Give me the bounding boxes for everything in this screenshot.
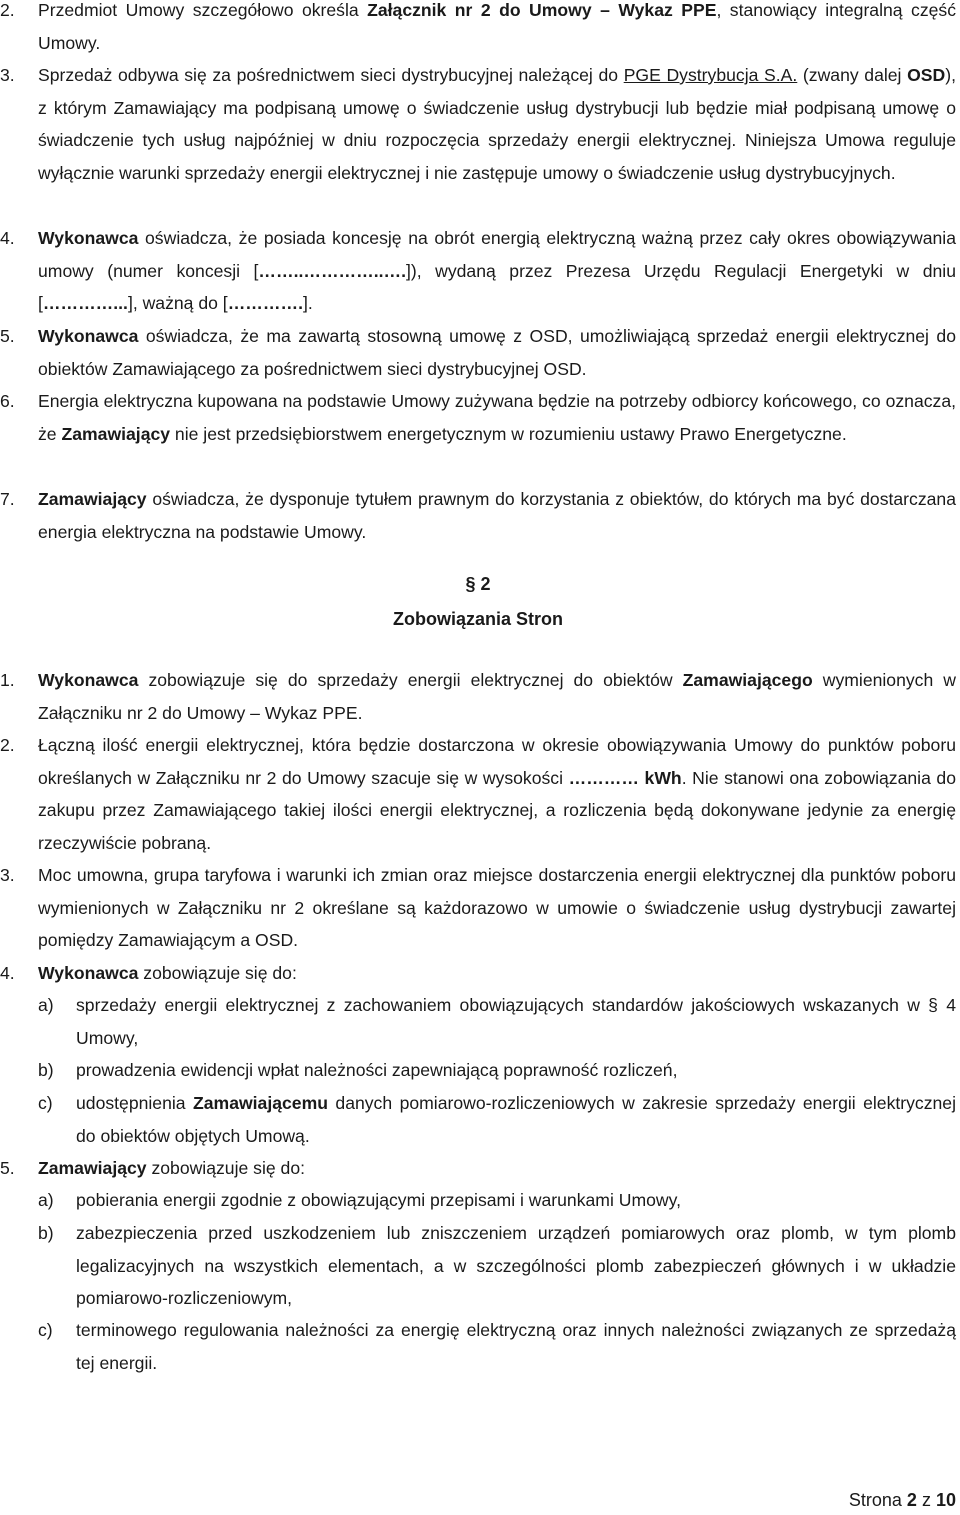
page-of: z	[921, 1490, 931, 1510]
subitem-letter: b)	[38, 1223, 54, 1243]
item-text: Wykonawca oświadcza, że posiada koncesję na obrót energią elektryczną ważną przez cały okres obowiązywania umowy (numer koncesji [……..…………..….]), wydaną przez Prezesa Urzędu Regulacji Energetyki w dniu […………...], ważną do [………….].	[38, 228, 957, 313]
paragraph-2-3	[0, 859, 956, 957]
subitem-text: pobierania energii zgodnie z obowiązującymi przepisami i warunkami Umowy,	[76, 1190, 681, 1210]
item-text: Zamawiający zobowiązuje się do:	[38, 1158, 306, 1178]
item-text: Przedmiot Umowy szczegółowo określa Załącznik nr 2 do Umowy – Wykaz PPE, stanowiący integralną część Umowy.	[38, 0, 957, 53]
item-number: 4.	[0, 963, 15, 983]
item-number: 3.	[0, 865, 15, 885]
subitem-2-5-b	[38, 1217, 956, 1315]
subitem-2-4-a	[38, 989, 956, 1054]
paragraph-2-5	[0, 1152, 956, 1185]
subitem-2-4-c	[38, 1087, 956, 1152]
subitem-text: sprzedaży energii elektrycznej z zachowaniem obowiązujących standardów jakościowych wskazanych w § 4 Umowy,	[76, 995, 956, 1048]
item-text: Wykonawca oświadcza, że ma zawartą stosowną umowę z OSD, umożliwiającą sprzedaż energii elektrycznej do obiektów Zamawiającego za pośrednictwem sieci dystrybucyjnej OSD.	[38, 326, 956, 379]
item-text: Wykonawca zobowiązuje się do sprzedaży energii elektrycznej do obiektów Zamawiającego wymienionych w Załączniku nr 2 do Umowy – Wykaz PPE.	[38, 670, 956, 723]
paragraph-1-2	[0, 0, 956, 59]
paragraph-1-7	[0, 483, 956, 548]
item-text: Moc umowna, grupa taryfowa i warunki ich zmian oraz miejsce dostarczenia energii elektrycznej dla punktów poboru wymienionych w Załączniku nr 2 określane są każdorazowo w umowie o świadczenie usług dystrybucji zawartej pomiędzy Zamawiającym a OSD.	[38, 865, 956, 950]
subitem-letter: c)	[38, 1320, 53, 1340]
page-total: 10	[935, 1490, 956, 1510]
paragraph-1-4	[0, 222, 956, 320]
subitem-2-5-a	[38, 1184, 956, 1217]
section-number: § 2	[465, 574, 491, 594]
subitem-text: prowadzenia ewidencji wpłat należności zapewniającą poprawność rozliczeń,	[76, 1060, 678, 1080]
item-text: Sprzedaż odbywa się za pośrednictwem sieci dystrybucyjnej należącej do PGE Dystrybucja S.A. (zwany dalej OSD), z którym Zamawiający ma podpisaną umowę o świadczenie usług dystrybucji lub będzie miał podpisaną umowę o świadczenie tych usług najpóźniej w dniu rozpoczęcia sprzedaży energii elektrycznej. Niniejsza Umowa reguluje wyłącznie warunki sprzedaży energii elektrycznej i nie zastępuje umowy o świadczenie usług dystrybucyjnych.	[38, 65, 956, 183]
item-text: Łączną ilość energii elektrycznej, która będzie dostarczona w okresie obowiązywania Umowy do punktów poboru określanych w Załączniku nr 2 do Umowy szacuje się w wysokości ………… kWh. Nie stanowi ona zobowiązania do zakupu przez Zamawiającego takiej ilości energii elektrycznej, a rozliczenia będą dokonywane jedynie za energię rzeczywiście pobraną.	[38, 735, 957, 853]
item-number: 5.	[0, 1158, 15, 1178]
item-number: 5.	[0, 326, 15, 346]
paragraph-1-5	[0, 320, 956, 385]
item-number: 7.	[0, 489, 15, 509]
subitem-letter: c)	[38, 1093, 53, 1113]
subitem-letter: b)	[38, 1060, 54, 1080]
subitem-letter: a)	[38, 1190, 54, 1210]
paragraph-1-6	[0, 385, 956, 450]
osd-link[interactable]: PGE Dystrybucja S.A.	[623, 65, 798, 85]
paragraph-2-2	[0, 729, 956, 859]
page-footer	[849, 1490, 956, 1511]
paragraph-2-4	[0, 957, 956, 990]
subitem-text: zabezpieczenia przed uszkodzeniem lub zniszczeniem urządzeń pomiarowych oraz plomb, w tym plomb legalizacyjnych na wszystkich elementach, a w szczególności plomb zabezpieczeń głównych i w układzie pomiarowo-rozliczeniowym,	[76, 1223, 956, 1308]
item-number: 3.	[0, 65, 15, 85]
subitem-letter: a)	[38, 995, 54, 1015]
item-number: 2.	[0, 735, 15, 755]
section-title: Zobowiązania Stron	[392, 609, 563, 629]
item-text: Wykonawca zobowiązuje się do:	[38, 963, 297, 983]
subitem-2-5-c	[38, 1314, 956, 1379]
page-label: Strona	[848, 1490, 902, 1510]
subitem-text: terminowego regulowania należności za energię elektryczną oraz innych należności związanych ze sprzedażą tej energii.	[76, 1320, 956, 1373]
subitem-2-4-b	[38, 1054, 956, 1087]
page-current: 2	[906, 1490, 917, 1510]
subitem-text: udostępnienia Zamawiającemu danych pomiarowo-rozliczeniowych w zakresie sprzedaży energii elektrycznej do obiektów objętych Umową.	[76, 1093, 956, 1146]
paragraph-2-1	[0, 664, 956, 729]
item-number: 1.	[0, 670, 15, 690]
item-number: 4.	[0, 228, 15, 248]
item-text: Zamawiający oświadcza, że dysponuje tytułem prawnym do korzystania z obiektów, do których ma być dostarczana energia elektryczna na podstawie Umowy.	[38, 489, 956, 542]
item-number: 6.	[0, 391, 15, 411]
item-number: 2.	[0, 0, 15, 20]
paragraph-1-3	[0, 59, 956, 189]
item-text: Energia elektryczna kupowana na podstawie Umowy zużywana będzie na potrzeby odbiorcy końcowego, co oznacza, że Zamawiający nie jest przedsiębiorstwem energetycznym w rozumieniu ustawy Prawo Energetyczne.	[38, 391, 956, 444]
